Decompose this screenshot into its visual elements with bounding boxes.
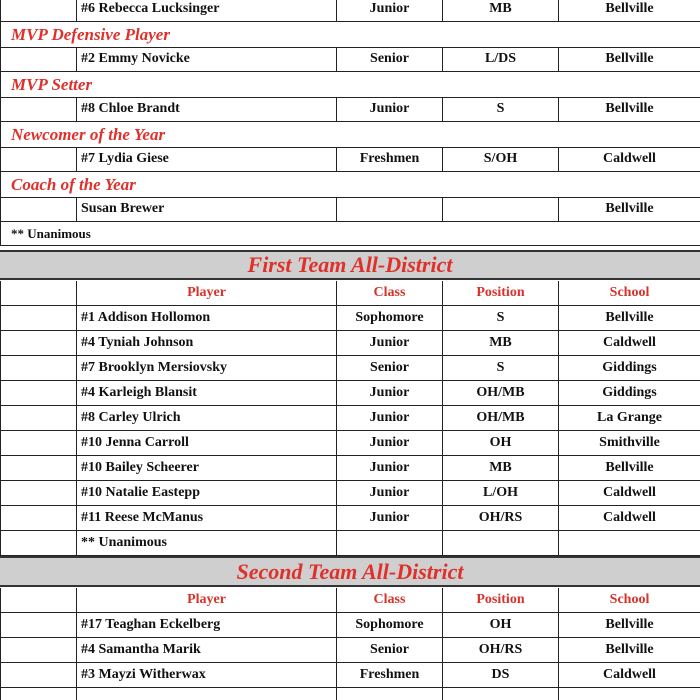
position-cell: DS xyxy=(442,663,558,688)
school-cell: Caldwell xyxy=(558,147,700,172)
school-cell: Bellville xyxy=(558,197,700,222)
class-cell xyxy=(336,531,442,556)
award-category-label: MVP Setter xyxy=(11,75,93,94)
row-spacer-cell xyxy=(0,431,76,456)
table-row xyxy=(0,613,700,638)
position-cell: L/DS xyxy=(442,47,558,72)
table-row xyxy=(0,638,700,663)
column-header-row xyxy=(0,281,700,306)
class-cell xyxy=(336,197,442,222)
player-cell: #7 Brooklyn Mersiovsky xyxy=(76,356,336,381)
header-school-cell: School xyxy=(558,588,700,613)
school-cell: Bellville xyxy=(558,456,700,481)
first-team-banner-title: First Team All-District xyxy=(247,252,453,277)
position-cell xyxy=(442,531,558,556)
player-cell: ** Unanimous xyxy=(76,531,336,556)
class-cell: Junior xyxy=(336,481,442,506)
position-cell: MB xyxy=(442,456,558,481)
row-spacer-cell xyxy=(0,613,76,638)
table-row xyxy=(0,197,700,222)
school-cell: Caldwell xyxy=(558,663,700,688)
header-class-cell: Class xyxy=(336,281,442,306)
empty-cell xyxy=(76,688,336,700)
school-cell: Bellville xyxy=(558,0,700,22)
class-cell: Junior xyxy=(336,456,442,481)
table-row xyxy=(0,663,700,688)
table-row xyxy=(0,47,700,72)
row-spacer-cell xyxy=(0,356,76,381)
class-cell: Freshmen xyxy=(336,147,442,172)
footnote-text: ** Unanimous xyxy=(11,226,91,241)
school-cell: Bellville xyxy=(558,47,700,72)
player-cell: #8 Carley Ulrich xyxy=(76,406,336,431)
school-cell: Giddings xyxy=(558,356,700,381)
table-row xyxy=(0,406,700,431)
player-cell: Susan Brewer xyxy=(76,197,336,222)
award-category xyxy=(0,122,700,148)
player-cell: #4 Samantha Marik xyxy=(76,638,336,663)
row-spacer-cell xyxy=(0,406,76,431)
award-category xyxy=(0,72,700,98)
table-row xyxy=(0,331,700,356)
row-spacer-cell xyxy=(0,47,76,72)
position-cell: OH xyxy=(442,613,558,638)
class-cell: Sophomore xyxy=(336,306,442,331)
school-cell xyxy=(558,531,700,556)
table-row xyxy=(0,381,700,406)
award-category xyxy=(0,22,700,48)
position-cell: S xyxy=(442,306,558,331)
school-cell: Bellville xyxy=(558,638,700,663)
row-spacer-cell xyxy=(0,281,76,306)
column-header-row xyxy=(0,588,700,613)
player-cell: #7 Lydia Giese xyxy=(76,147,336,172)
award-category-label: Coach of the Year xyxy=(11,175,136,194)
player-cell: #10 Bailey Scheerer xyxy=(76,456,336,481)
row-spacer-cell xyxy=(0,506,76,531)
table-row-partial xyxy=(0,688,700,700)
position-cell: OH/MB xyxy=(442,381,558,406)
player-cell: #8 Chloe Brandt xyxy=(76,97,336,122)
row-spacer-cell xyxy=(0,197,76,222)
player-cell: #1 Addison Hollomon xyxy=(76,306,336,331)
row-spacer-cell xyxy=(0,638,76,663)
row-spacer-cell xyxy=(0,481,76,506)
row-spacer-cell xyxy=(0,306,76,331)
second-team-banner-title: Second Team All-District xyxy=(236,558,464,584)
row-spacer-cell xyxy=(0,381,76,406)
class-cell: Sophomore xyxy=(336,613,442,638)
class-cell: Senior xyxy=(336,638,442,663)
position-cell: S xyxy=(442,97,558,122)
class-cell: Junior xyxy=(336,381,442,406)
player-cell: #4 Karleigh Blansit xyxy=(76,381,336,406)
school-cell: Bellville xyxy=(558,613,700,638)
header-player-cell: Player xyxy=(76,281,336,306)
class-cell: Junior xyxy=(336,0,442,22)
player-cell: #10 Jenna Carroll xyxy=(76,431,336,456)
school-cell: Smithville xyxy=(558,431,700,456)
row-spacer-cell xyxy=(0,456,76,481)
table-row xyxy=(0,456,700,481)
row-spacer-cell xyxy=(0,663,76,688)
award-category xyxy=(0,172,700,198)
empty-cell xyxy=(0,688,76,700)
class-cell: Junior xyxy=(336,431,442,456)
row-spacer-cell xyxy=(0,97,76,122)
table-row xyxy=(0,531,700,556)
position-cell: L/OH xyxy=(442,481,558,506)
player-cell: #4 Tyniah Johnson xyxy=(76,331,336,356)
footnote-row xyxy=(0,222,700,246)
position-cell: MB xyxy=(442,331,558,356)
class-cell: Freshmen xyxy=(336,663,442,688)
position-cell: OH/RS xyxy=(442,638,558,663)
school-cell: Bellville xyxy=(558,306,700,331)
table-row xyxy=(0,306,700,331)
header-position-cell: Position xyxy=(442,588,558,613)
player-cell: #10 Natalie Eastepp xyxy=(76,481,336,506)
header-player-cell: Player xyxy=(76,588,336,613)
first-team-banner xyxy=(0,250,700,280)
school-cell: Bellville xyxy=(558,97,700,122)
table-row xyxy=(0,0,700,22)
table-row xyxy=(0,147,700,172)
position-cell: MB xyxy=(442,0,558,22)
school-cell: Giddings xyxy=(558,381,700,406)
class-cell: Senior xyxy=(336,356,442,381)
second-team-banner xyxy=(0,556,700,587)
award-category-label: MVP Defensive Player xyxy=(11,25,170,44)
row-spacer-cell xyxy=(0,0,76,22)
school-cell: Caldwell xyxy=(558,506,700,531)
class-cell: Junior xyxy=(336,331,442,356)
empty-cell xyxy=(442,688,558,700)
school-cell: Caldwell xyxy=(558,481,700,506)
row-spacer-cell xyxy=(0,531,76,556)
header-class-cell: Class xyxy=(336,588,442,613)
position-cell: S xyxy=(442,356,558,381)
position-cell xyxy=(442,197,558,222)
row-spacer-cell xyxy=(0,331,76,356)
school-cell: Caldwell xyxy=(558,331,700,356)
header-school-cell: School xyxy=(558,281,700,306)
table-row xyxy=(0,506,700,531)
player-cell: #17 Teaghan Eckelberg xyxy=(76,613,336,638)
row-spacer-cell xyxy=(0,588,76,613)
empty-cell xyxy=(336,688,442,700)
table-row xyxy=(0,481,700,506)
class-cell: Senior xyxy=(336,47,442,72)
header-position-cell: Position xyxy=(442,281,558,306)
position-cell: OH/MB xyxy=(442,406,558,431)
table-row xyxy=(0,431,700,456)
school-cell: La Grange xyxy=(558,406,700,431)
player-cell: #6 Rebecca Lucksinger xyxy=(76,0,336,22)
class-cell: Junior xyxy=(336,406,442,431)
position-cell: OH xyxy=(442,431,558,456)
player-cell: #11 Reese McManus xyxy=(76,506,336,531)
class-cell: Junior xyxy=(336,97,442,122)
position-cell: S/OH xyxy=(442,147,558,172)
award-category-label: Newcomer of the Year xyxy=(11,125,166,144)
table-row xyxy=(0,356,700,381)
player-cell: #3 Mayzi Witherwax xyxy=(76,663,336,688)
empty-cell xyxy=(558,688,700,700)
row-spacer-cell xyxy=(0,147,76,172)
position-cell: OH/RS xyxy=(442,506,558,531)
class-cell: Junior xyxy=(336,506,442,531)
player-cell: #2 Emmy Novicke xyxy=(76,47,336,72)
table-row xyxy=(0,97,700,122)
